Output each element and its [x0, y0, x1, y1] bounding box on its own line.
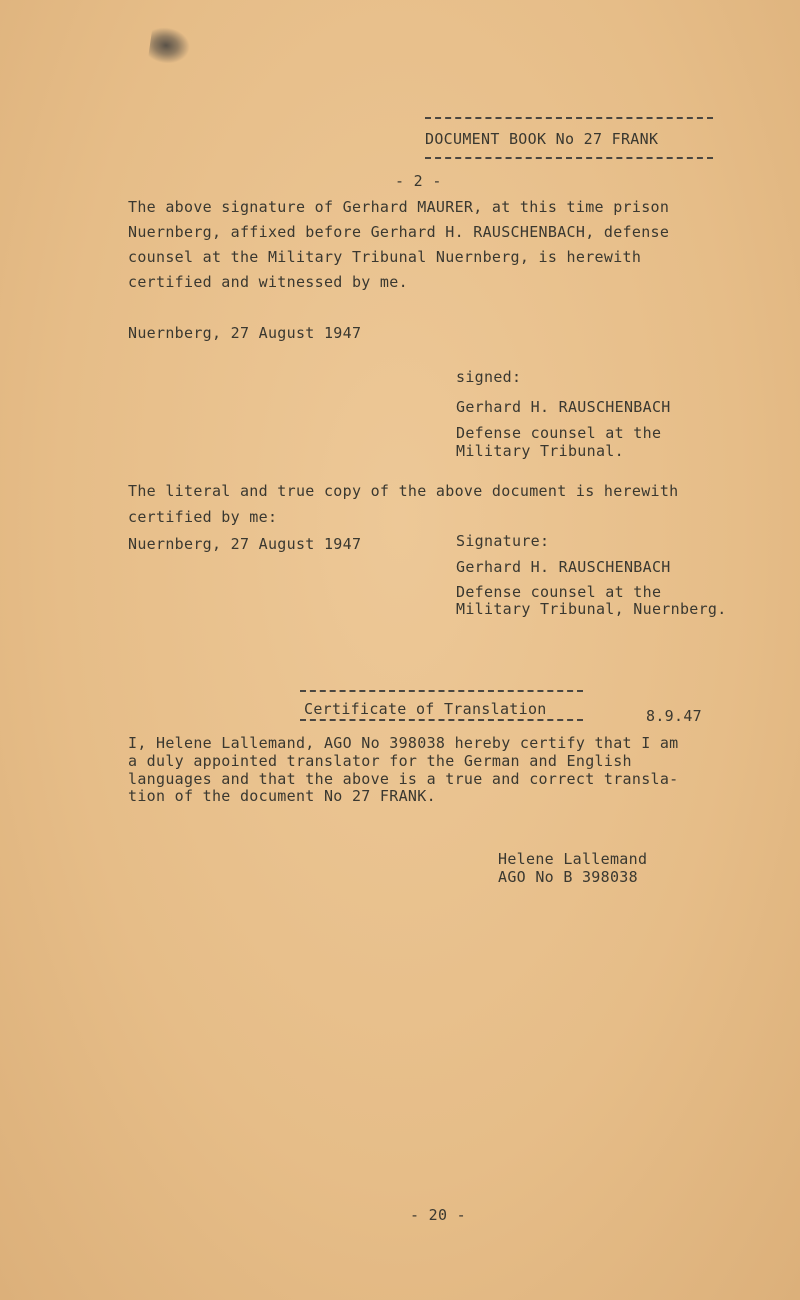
paragraph-line: The above signature of Gerhard MAURER, at this time prison: [128, 198, 670, 216]
certificate-body-line: tion of the document No 27 FRANK.: [128, 787, 436, 805]
signature-role: Military Tribunal, Nuernberg.: [456, 600, 727, 618]
paragraph-line: certified by me:: [128, 508, 278, 526]
signature-role: Defense counsel at the: [456, 583, 662, 601]
certificate-title: Certificate of Translation: [304, 700, 547, 718]
certificate-rule-top: [300, 690, 583, 692]
certificate-body-line: a duly appointed translator for the German and English: [128, 752, 632, 770]
signature-label: Signature:: [456, 532, 550, 550]
signature-role: Defense counsel at the: [456, 424, 662, 442]
certificate-date: 8.9.47: [646, 707, 702, 725]
certificate-body-line: I, Helene Lallemand, AGO No 398038 hereby certify that I am: [128, 734, 679, 752]
paragraph-line: counsel at the Military Tribunal Nuernberg, is herewith: [128, 248, 642, 266]
page-subnumber: - 2 -: [395, 172, 442, 190]
translator-name: Helene Lallemand: [498, 850, 648, 868]
ink-smudge: [148, 25, 193, 66]
signature-name: Gerhard H. RAUSCHENBACH: [456, 558, 671, 576]
document-book-title: DOCUMENT BOOK No 27 FRANK: [425, 130, 659, 148]
date-line: Nuernberg, 27 August 1947: [128, 324, 362, 342]
translator-ago: AGO No B 398038: [498, 868, 638, 886]
certificate-body-line: languages and that the above is a true and correct transla-: [128, 770, 679, 788]
signature-label: signed:: [456, 368, 522, 386]
signature-name: Gerhard H. RAUSCHENBACH: [456, 398, 671, 416]
date-line: Nuernberg, 27 August 1947: [128, 535, 362, 553]
signature-role: Military Tribunal.: [456, 442, 624, 460]
paragraph-line: The literal and true copy of the above document is herewith: [128, 482, 679, 500]
header-rule-top: [425, 117, 713, 119]
paragraph-line: Nuernberg, affixed before Gerhard H. RAUSCHENBACH, defense: [128, 223, 670, 241]
header-rule-bottom: [425, 157, 713, 159]
page-number: - 20 -: [410, 1206, 466, 1224]
certificate-rule-bottom: [300, 719, 583, 721]
paragraph-line: certified and witnessed by me.: [128, 273, 408, 291]
